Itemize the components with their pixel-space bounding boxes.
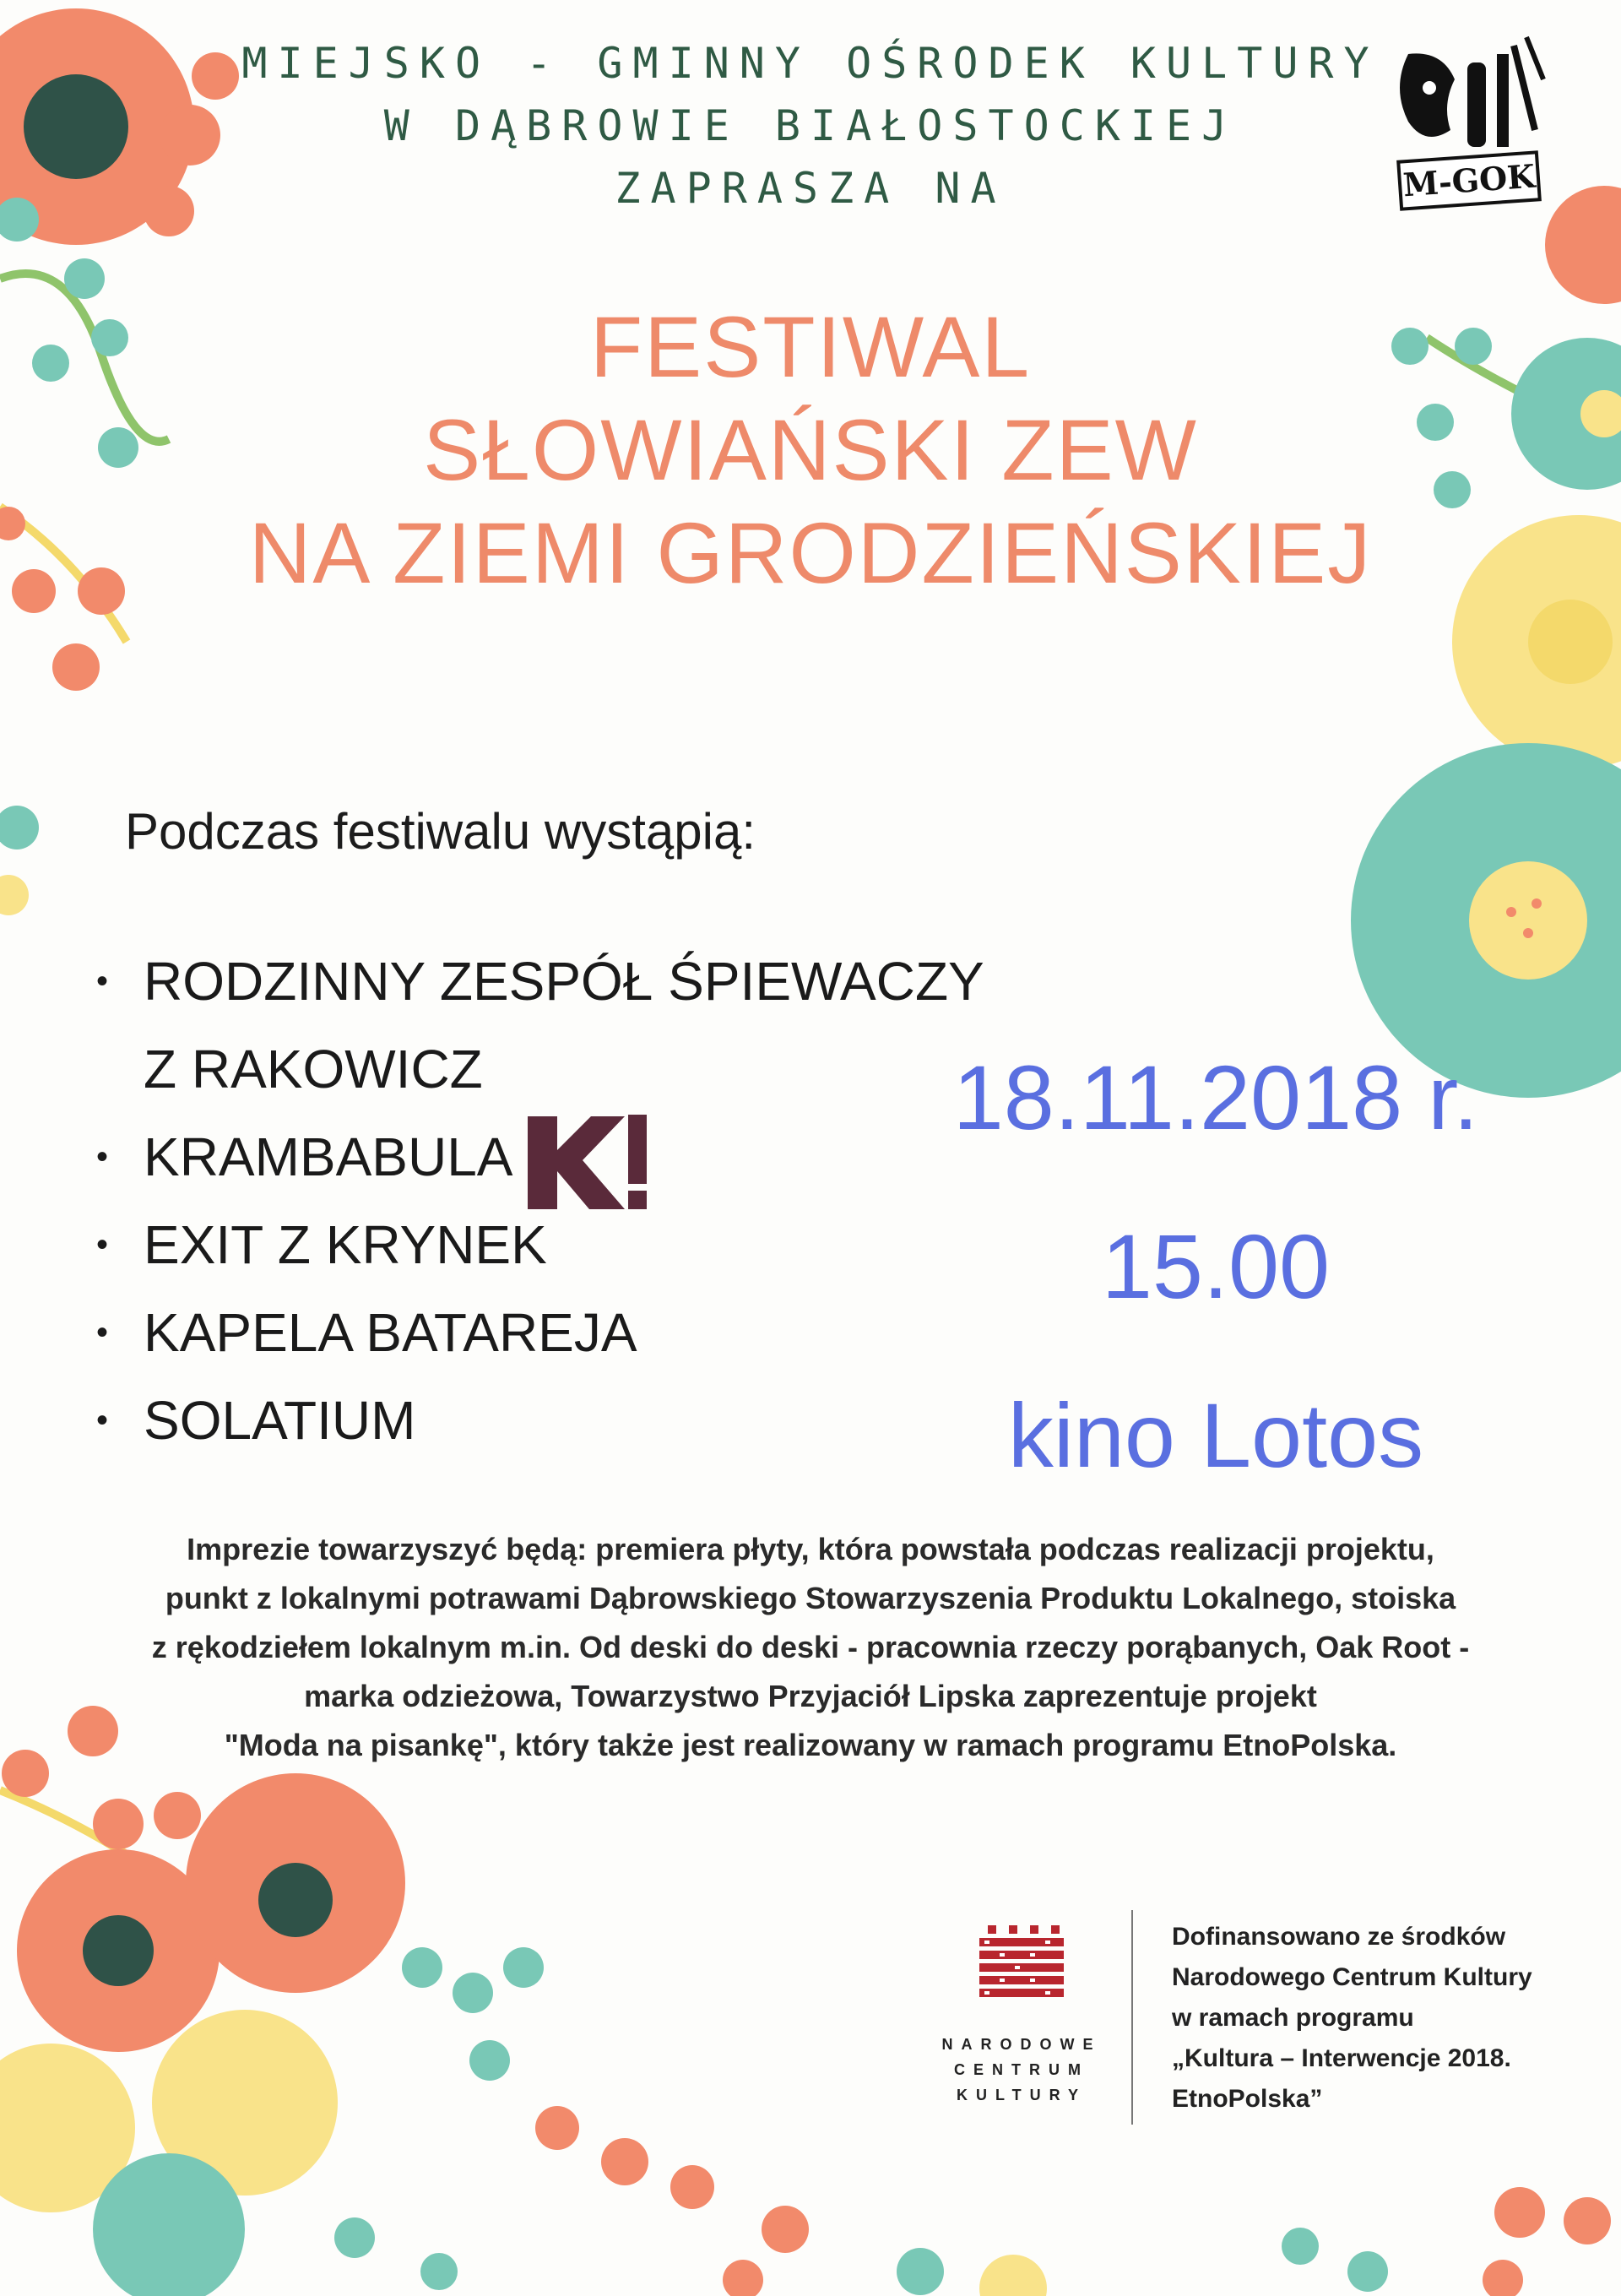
event-date: 18.11.2018 r. [952,1046,1479,1148]
title-line-3: NA ZIEMI GRODZIEŃSKIEJ [248,505,1373,601]
description-line-2: punkt z lokalnymi potrawami Dąbrowskiego Stowarzyszenia Produktu Lokalnego, stoiska [165,1581,1456,1615]
title-line-1: FESTIWAL [589,299,1032,395]
bullet: • [96,1314,109,1351]
krambabula-logo-icon [523,1108,650,1213]
divider [1131,1910,1133,2125]
performer-name: KAPELA BATAREJA [144,1302,637,1363]
performers-intro: Podczas festiwalu wystąpią: [125,803,756,860]
description-line-4: marka odzieżowa, Towarzystwo Przyjaciół Lipska zaprezentuje projekt [304,1679,1317,1713]
bottom-right-flowers [897,2187,1611,2296]
title-line-2: SŁOWIAŃSKI ZEW [423,402,1198,498]
bullet: • [96,1402,109,1439]
bullet: • [96,1138,109,1175]
event-info [912,1013,1520,1520]
bottom-left-flowers [0,1706,809,2296]
performer-name: RODZINNY ZESPÓŁ ŚPIEWACZY [144,951,984,1012]
performer-name: EXIT Z KRYNEK [144,1214,547,1275]
funding-line-5: EtnoPolska” [1172,2085,1323,2113]
description-line-3: z rękodziełem lokalnym m.in. Od deski do deski - pracownia rzeczy porąbanych, Oak Root - [151,1630,1470,1664]
nck-logo [929,1917,1114,2120]
organizer-line-1: MIEJSKO - GMINNY OŚRODEK KULTURY [241,39,1380,88]
bullet: • [96,1226,109,1263]
description-line-5: "Moda na pisankę", który także jest realizowany w ramach programu EtnoPolska. [224,1728,1397,1762]
funding-line-3: w ramach programu [1172,2004,1414,2032]
organizer-line-3: ZAPRASZA NA [615,164,1006,213]
performer-name-continued: Z RAKOWICZ [144,1039,483,1099]
nck-logo-line-3: KULTURY [957,2087,1087,2103]
festival-title [127,296,1494,605]
description-line-1: Imprezie towarzyszyć będą: premiera płyty, która powstała podczas realizacji projektu, [187,1532,1434,1566]
nck-logo-text [929,2032,1114,2108]
event-description [34,1525,1587,1770]
mgok-logo [1374,29,1557,209]
performer-name: SOLATIUM [144,1390,416,1451]
list-item [93,937,984,1113]
list-item [93,1376,984,1464]
nck-logo-line-2: CENTRUM [954,2061,1089,2078]
funding-line-1: Dofinansowano ze środków [1172,1923,1506,1951]
nck-crown-icon [929,1917,1114,2018]
organizer-header [211,32,1410,220]
event-time: 15.00 [1101,1215,1331,1317]
organizer-line-2: W DĄBROWIE BIAŁOSTOCKIEJ [383,101,1238,150]
event-venue: kino Lotos [1007,1384,1424,1486]
list-item [93,1289,984,1376]
funding-line-2: Narodowego Centrum Kultury [1172,1963,1532,1991]
funding-note [1172,1917,1594,2120]
performer-name: KRAMBABULA [144,1126,513,1187]
bullet: • [96,963,109,1000]
nck-logo-line-1: NARODOWE [941,2036,1102,2053]
list-item [93,1201,984,1289]
funding-line-4: „Kultura – Interwencje 2018. [1172,2044,1511,2072]
mgok-logo-text: M-GOK [1396,150,1542,211]
